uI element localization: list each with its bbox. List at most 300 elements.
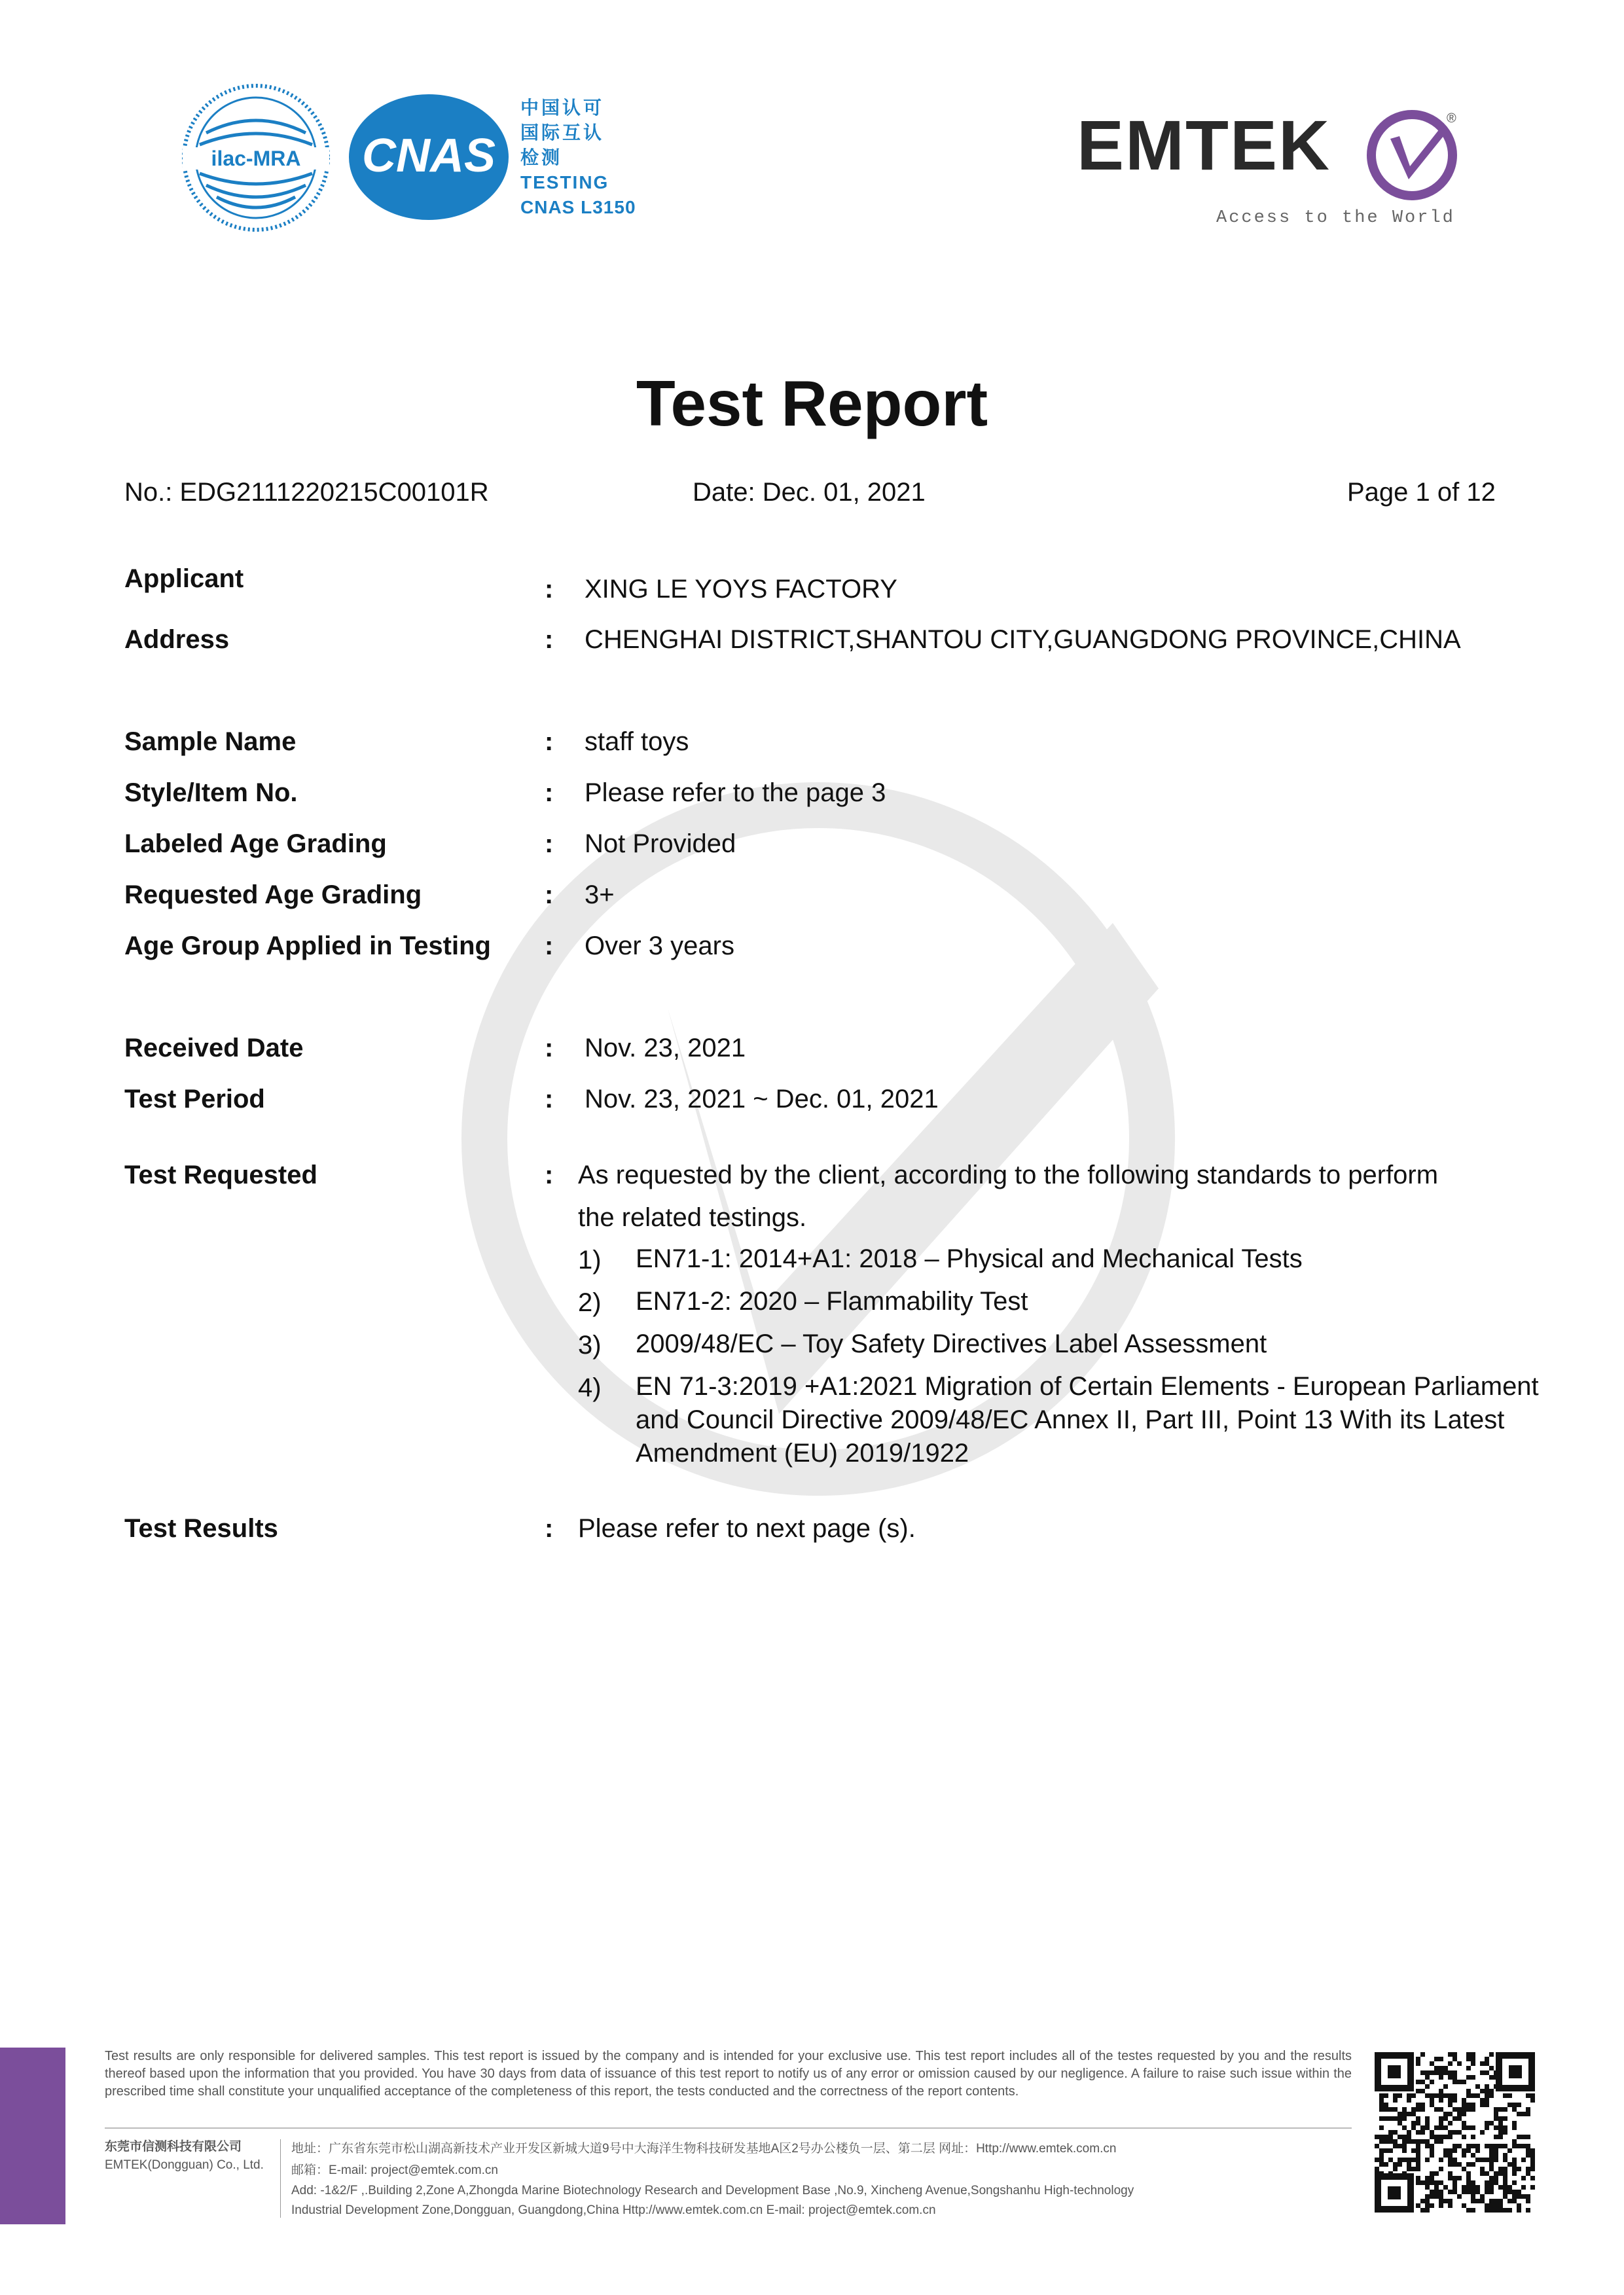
qr-module — [1471, 2093, 1475, 2098]
cnas-testing-label: TESTING — [520, 172, 609, 192]
qr-module — [1498, 2135, 1503, 2139]
qr-module — [1430, 2061, 1434, 2066]
qr-module — [1443, 2185, 1448, 2190]
qr-module — [1466, 2180, 1471, 2185]
qr-module — [1466, 2148, 1471, 2153]
qr-module — [1526, 2144, 1530, 2148]
qr-module — [1503, 2130, 1507, 2135]
qr-module — [1434, 2093, 1439, 2098]
received-date-label: Received Date — [124, 1034, 304, 1062]
test-results-value: Please refer to next page (s). — [578, 1514, 916, 1543]
qr-module — [1416, 2158, 1420, 2162]
qr-module — [1416, 2057, 1420, 2061]
qr-module — [1425, 2185, 1430, 2190]
qr-module — [1434, 2180, 1439, 2185]
qr-module — [1448, 2153, 1453, 2158]
qr-module — [1526, 2171, 1530, 2176]
qr-module — [1480, 2194, 1485, 2199]
qr-module — [1475, 2185, 1480, 2190]
qr-module — [1434, 2107, 1439, 2112]
svg-text:CNAS: CNAS — [361, 130, 496, 182]
qr-module — [1425, 2194, 1430, 2199]
style-item-colon: : — [545, 778, 554, 807]
qr-module — [1517, 2144, 1521, 2148]
qr-module — [1448, 2093, 1453, 2098]
qr-module — [1471, 2135, 1475, 2139]
qr-module — [1530, 2158, 1535, 2162]
qr-module — [1462, 2190, 1466, 2194]
qr-module — [1471, 2162, 1475, 2167]
qr-module — [1457, 2176, 1462, 2180]
qr-module — [1498, 2199, 1503, 2203]
qr-module — [1471, 2180, 1475, 2185]
qr-module — [1485, 2203, 1489, 2208]
qr-module — [1402, 2158, 1407, 2162]
qr-module — [1443, 2084, 1448, 2089]
qr-module — [1485, 2171, 1489, 2176]
qr-module — [1448, 2112, 1453, 2116]
qr-module — [1379, 2103, 1384, 2107]
qr-module — [1498, 2125, 1503, 2130]
company-name-cn: 东莞市信测科技有限公司 — [105, 2140, 242, 2154]
qr-module — [1507, 2185, 1512, 2190]
qr-module — [1489, 2144, 1494, 2148]
report-number: No.: EDG2111220215C00101R — [124, 478, 489, 507]
qr-module — [1430, 2080, 1434, 2084]
qr-module — [1517, 2203, 1521, 2208]
age-group-label: Age Group Applied in Testing — [124, 931, 491, 960]
qr-module — [1453, 2057, 1457, 2061]
qr-module — [1425, 2180, 1430, 2185]
labeled-age-value: Not Provided — [585, 829, 736, 858]
qr-module — [1471, 2057, 1475, 2061]
qr-module — [1439, 2203, 1443, 2208]
qr-module — [1375, 2158, 1379, 2162]
qr-module — [1526, 2194, 1530, 2199]
qr-module — [1485, 2121, 1489, 2125]
qr-module — [1416, 2162, 1420, 2167]
qr-module — [1480, 2199, 1485, 2203]
qr-module — [1503, 2153, 1507, 2158]
qr-module — [1512, 2144, 1517, 2148]
qr-module — [1402, 2135, 1407, 2139]
test-item-number: 4) — [578, 1373, 602, 1402]
style-item-label: Style/Item No. — [124, 778, 298, 807]
qr-module — [1379, 2153, 1384, 2158]
qr-module — [1375, 2135, 1379, 2139]
qr-module — [1512, 2125, 1517, 2130]
qr-module — [1521, 2135, 1526, 2139]
qr-module — [1494, 2153, 1498, 2158]
qr-module — [1471, 2208, 1475, 2213]
qr-module — [1393, 2116, 1398, 2121]
qr-module — [1439, 2199, 1443, 2203]
qr-module — [1439, 2098, 1443, 2103]
qr-module — [1462, 2080, 1466, 2084]
received-date-value: Nov. 23, 2021 — [585, 1034, 746, 1062]
qr-module — [1439, 2066, 1443, 2070]
qr-module — [1517, 2190, 1521, 2194]
qr-module — [1407, 2158, 1411, 2162]
cnas-logo-icon — [347, 92, 511, 223]
qr-module — [1448, 2199, 1453, 2203]
qr-module — [1503, 2180, 1507, 2185]
qr-module — [1485, 2185, 1489, 2190]
test-item-text: EN71-2: 2020 – Flammability Test — [636, 1287, 1028, 1316]
sample-name-colon: : — [545, 727, 554, 756]
qr-module — [1503, 2116, 1507, 2121]
emtek-tagline: Access to the World — [1216, 208, 1455, 228]
qr-module — [1466, 2162, 1471, 2167]
qr-module — [1489, 2208, 1494, 2213]
qr-module — [1439, 2057, 1443, 2061]
qr-module — [1425, 2139, 1430, 2144]
qr-module — [1439, 2167, 1443, 2171]
qr-module — [1526, 2112, 1530, 2116]
style-item-value: Please refer to the page 3 — [585, 778, 886, 807]
qr-module — [1439, 2190, 1443, 2194]
qr-module — [1388, 2107, 1393, 2112]
qr-module — [1384, 2103, 1388, 2107]
qr-module — [1489, 2089, 1494, 2093]
qr-module — [1485, 2190, 1489, 2194]
address-value: CHENGHAI DISTRICT,SHANTOU CITY,GUANGDONG PROVINCE,CHINA — [585, 625, 1461, 654]
qr-code-icon — [1375, 2052, 1535, 2213]
qr-module — [1466, 2190, 1471, 2194]
qr-module — [1384, 2093, 1388, 2098]
qr-module — [1448, 2103, 1453, 2107]
qr-module — [1420, 2180, 1425, 2185]
qr-module — [1443, 2125, 1448, 2130]
qr-module — [1494, 2199, 1498, 2203]
qr-module — [1466, 2144, 1471, 2148]
qr-module — [1402, 2125, 1407, 2130]
qr-module — [1425, 2158, 1430, 2162]
footer-vertical-divider — [280, 2139, 281, 2218]
qr-module — [1498, 2167, 1503, 2171]
qr-module — [1530, 2093, 1535, 2098]
address-colon: : — [545, 625, 554, 654]
qr-module — [1521, 2194, 1526, 2199]
qr-module — [1453, 2158, 1457, 2162]
labeled-age-colon: : — [545, 829, 554, 858]
qr-module — [1521, 2144, 1526, 2148]
qr-module — [1411, 2139, 1416, 2144]
cnas-cn-line-1: 中国认可 — [520, 98, 605, 118]
qr-module — [1430, 2176, 1434, 2180]
qr-module — [1416, 2061, 1420, 2066]
qr-module — [1411, 2158, 1416, 2162]
address-cn: 地址：广东省东莞市松山湖高新技术产业开发区新城大道9号中大海洋生物科技研发基地A区2号办公楼负一层、第二层 网址：Http://www.emtek.com.cn — [291, 2142, 1117, 2156]
qr-module — [1466, 2066, 1471, 2070]
qr-module — [1485, 2070, 1489, 2075]
qr-module — [1416, 2116, 1420, 2121]
qr-module — [1466, 2208, 1471, 2213]
qr-module — [1480, 2070, 1485, 2075]
test-item-text: 2009/48/EC – Toy Safety Directives Label Assessment — [636, 1329, 1267, 1358]
test-requested-intro-line-2: the related testings. — [578, 1203, 807, 1232]
qr-module — [1448, 2061, 1453, 2066]
test-item-number: 1) — [578, 1246, 602, 1274]
qr-module — [1512, 2107, 1517, 2112]
qr-module — [1526, 2167, 1530, 2171]
qr-module — [1512, 2190, 1517, 2194]
qr-module — [1379, 2162, 1384, 2167]
qr-module — [1430, 2153, 1434, 2158]
qr-module — [1457, 2107, 1462, 2112]
qr-module — [1453, 2144, 1457, 2148]
qr-module — [1517, 2167, 1521, 2171]
qr-module — [1517, 2112, 1521, 2116]
qr-module — [1462, 2167, 1466, 2171]
qr-module — [1453, 2075, 1457, 2080]
qr-module — [1457, 2162, 1462, 2167]
qr-module — [1485, 2093, 1489, 2098]
qr-module — [1393, 2107, 1398, 2112]
qr-module — [1489, 2153, 1494, 2158]
qr-module — [1485, 2103, 1489, 2107]
qr-module — [1439, 2116, 1443, 2121]
test-item-number: 2) — [578, 1288, 602, 1317]
qr-module — [1480, 2171, 1485, 2176]
qr-module — [1507, 2162, 1512, 2167]
qr-module — [1411, 2125, 1416, 2130]
qr-module — [1471, 2107, 1475, 2112]
qr-module — [1466, 2176, 1471, 2180]
qr-module — [1430, 2130, 1434, 2135]
qr-module — [1503, 2208, 1507, 2213]
qr-module — [1420, 2103, 1425, 2107]
qr-module — [1379, 2098, 1384, 2103]
qr-module — [1530, 2148, 1535, 2153]
qr-module — [1416, 2107, 1420, 2112]
qr-module — [1430, 2171, 1434, 2176]
qr-module — [1485, 2061, 1489, 2066]
qr-module — [1512, 2162, 1517, 2167]
qr-module — [1448, 2130, 1453, 2135]
qr-module — [1453, 2162, 1457, 2167]
qr-module — [1503, 2125, 1507, 2130]
qr-module — [1416, 2167, 1420, 2171]
qr-module — [1453, 2180, 1457, 2185]
qr-module — [1471, 2190, 1475, 2194]
qr-module — [1530, 2185, 1535, 2190]
qr-module — [1416, 2089, 1420, 2093]
qr-module — [1503, 2194, 1507, 2199]
qr-module — [1379, 2158, 1384, 2162]
qr-module — [1503, 2093, 1507, 2098]
qr-module — [1434, 2066, 1439, 2070]
qr-module — [1388, 2139, 1393, 2144]
qr-module — [1420, 2052, 1425, 2057]
qr-module — [1434, 2190, 1439, 2194]
qr-module — [1526, 2148, 1530, 2153]
qr-module — [1384, 2139, 1388, 2144]
qr-module — [1462, 2112, 1466, 2116]
qr-module — [1485, 2158, 1489, 2162]
qr-module — [1480, 2061, 1485, 2066]
qr-module — [1462, 2135, 1466, 2139]
qr-module — [1416, 2130, 1420, 2135]
qr-module — [1485, 2084, 1489, 2089]
company-name-en: EMTEK(Dongguan) Co., Ltd. — [105, 2158, 264, 2172]
qr-module — [1503, 2185, 1507, 2190]
qr-module — [1466, 2103, 1471, 2107]
qr-module — [1425, 2144, 1430, 2148]
cnas-accreditation-text — [520, 96, 636, 220]
qr-module — [1471, 2125, 1475, 2130]
ilac-mra-logo-icon — [180, 82, 332, 234]
qr-module — [1503, 2158, 1507, 2162]
qr-module — [1430, 2194, 1434, 2199]
qr-module — [1434, 2057, 1439, 2061]
qr-module — [1485, 2180, 1489, 2185]
qr-module — [1466, 2185, 1471, 2190]
qr-module — [1448, 2171, 1453, 2176]
qr-module — [1420, 2089, 1425, 2093]
qr-module — [1462, 2098, 1466, 2103]
qr-module — [1485, 2125, 1489, 2130]
qr-module — [1416, 2148, 1420, 2153]
test-results-colon: : — [545, 1514, 554, 1543]
qr-module — [1489, 2162, 1494, 2167]
qr-module — [1388, 2135, 1393, 2139]
footer-company — [105, 2138, 264, 2175]
qr-module — [1457, 2130, 1462, 2135]
qr-module — [1379, 2093, 1384, 2098]
qr-module — [1471, 2061, 1475, 2066]
qr-module — [1480, 2098, 1485, 2103]
qr-module — [1402, 2144, 1407, 2148]
report-date: Date: Dec. 01, 2021 — [693, 478, 926, 507]
qr-module — [1439, 2158, 1443, 2162]
qr-module — [1485, 2208, 1489, 2213]
qr-module — [1379, 2135, 1384, 2139]
qr-module — [1425, 2093, 1430, 2098]
qr-module — [1503, 2167, 1507, 2171]
qr-module — [1457, 2112, 1462, 2116]
report-title: Test Report — [636, 367, 988, 439]
qr-module — [1434, 2070, 1439, 2075]
qr-module — [1512, 2158, 1517, 2162]
qr-module — [1411, 2093, 1416, 2098]
qr-module — [1434, 2139, 1439, 2144]
qr-module — [1416, 2180, 1420, 2185]
qr-module — [1448, 2121, 1453, 2125]
footer-divider — [105, 2127, 1352, 2129]
qr-module — [1521, 2185, 1526, 2190]
qr-module — [1512, 2103, 1517, 2107]
qr-module — [1379, 2116, 1384, 2121]
qr-module — [1498, 2116, 1503, 2121]
qr-module — [1489, 2167, 1494, 2171]
qr-module — [1439, 2180, 1443, 2185]
qr-module — [1420, 2208, 1425, 2213]
email-cn: 邮箱：E-mail: project@emtek.com.cn — [291, 2163, 498, 2177]
qr-module — [1512, 2171, 1517, 2176]
address-en-line-1: Add: -1&2/F ,.Building 2,Zone A,Zhongda Marine Biotechnology Research and Development Base ,No.9, Xincheng Avenue,Songshanhu High-technology — [291, 2184, 1134, 2197]
qr-module — [1471, 2144, 1475, 2148]
qr-module — [1471, 2185, 1475, 2190]
qr-module — [1453, 2176, 1457, 2180]
qr-module — [1453, 2107, 1457, 2112]
qr-module — [1420, 2107, 1425, 2112]
qr-module — [1494, 2107, 1498, 2112]
qr-module — [1411, 2148, 1416, 2153]
qr-module — [1448, 2176, 1453, 2180]
qr-module — [1471, 2052, 1475, 2057]
qr-module — [1526, 2135, 1530, 2139]
test-requested-label: Test Requested — [124, 1161, 317, 1189]
qr-module — [1503, 2171, 1507, 2176]
qr-module — [1416, 2121, 1420, 2125]
qr-module — [1439, 2139, 1443, 2144]
qr-module — [1407, 2162, 1411, 2167]
applicant-value: XING LE YOYS FACTORY — [585, 575, 897, 604]
qr-module — [1471, 2194, 1475, 2199]
qr-module — [1375, 2144, 1379, 2148]
qr-module — [1530, 2167, 1535, 2171]
qr-module — [1384, 2116, 1388, 2121]
qr-module — [1443, 2135, 1448, 2139]
qr-module — [1388, 2130, 1393, 2135]
qr-module — [1512, 2167, 1517, 2171]
qr-module — [1430, 2103, 1434, 2107]
qr-module — [1439, 2093, 1443, 2098]
qr-module — [1448, 2098, 1453, 2103]
qr-module — [1411, 2167, 1416, 2171]
qr-module — [1398, 2093, 1402, 2098]
qr-module — [1375, 2167, 1379, 2171]
qr-module — [1434, 2185, 1439, 2190]
qr-module — [1443, 2116, 1448, 2121]
applicant-label: Applicant — [124, 564, 244, 593]
qr-module — [1453, 2098, 1457, 2103]
qr-module — [1443, 2112, 1448, 2116]
qr-module — [1453, 2148, 1457, 2153]
report-page-number: Page 1 of 12 — [1347, 478, 1496, 507]
qr-module — [1430, 2180, 1434, 2185]
qr-module — [1430, 2135, 1434, 2139]
qr-module — [1393, 2093, 1398, 2098]
qr-module — [1517, 2103, 1521, 2107]
qr-module — [1507, 2148, 1512, 2153]
qr-module — [1439, 2107, 1443, 2112]
qr-module — [1425, 2199, 1430, 2203]
qr-module — [1379, 2107, 1384, 2112]
qr-module — [1475, 2148, 1480, 2153]
qr-module — [1430, 2093, 1434, 2098]
qr-module — [1471, 2103, 1475, 2107]
qr-module — [1475, 2093, 1480, 2098]
qr-module — [1425, 2070, 1430, 2075]
qr-module — [1402, 2139, 1407, 2144]
test-period-colon: : — [545, 1085, 554, 1113]
qr-module — [1393, 2162, 1398, 2167]
qr-module — [1489, 2176, 1494, 2180]
age-group-colon: : — [545, 931, 554, 960]
qr-module — [1407, 2093, 1411, 2098]
qr-module — [1443, 2093, 1448, 2098]
labeled-age-label: Labeled Age Grading — [124, 829, 387, 858]
qr-module — [1475, 2158, 1480, 2162]
qr-module — [1425, 2176, 1430, 2180]
qr-module — [1457, 2194, 1462, 2199]
qr-module — [1439, 2125, 1443, 2130]
qr-module — [1434, 2125, 1439, 2130]
qr-module — [1411, 2107, 1416, 2112]
requested-age-label: Requested Age Grading — [124, 880, 422, 909]
